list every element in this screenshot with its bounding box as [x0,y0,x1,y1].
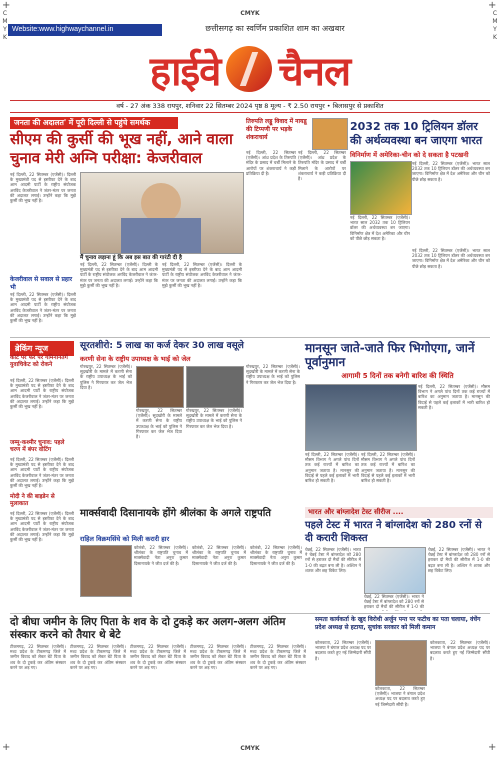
reg-c-right: C [492,10,498,17]
shukla-body-col3: कोलकाता, 22 सितम्बर (एजेंसी)। भाजपा ने बंगाल प्रदेश अध्यक्ष पद पर बदलाव करते हुए नई जिम्मेदारी सौंपी है। [430,640,490,661]
loan-photo-2 [186,366,244,408]
economy-subhead: विनिर्माण में अमेरिका-चीन को दे सकता है पटखनी [350,151,469,159]
divider-1 [10,337,490,338]
family-body-col5: टीकमगढ़, 22 सितम्बर (एजेंसी)। मध्य प्रदेश के टीकमगढ़ जिले में जमीन विवाद को लेकर बेटे पिता के शव के दो टुकड़े कर अंतिम संस्कार करने पर अड़ गए। [250,644,306,670]
kejriwal-body-col2: नई दिल्ली, 22 सितम्बर (एजेंसी)। दिल्ली के मुख्यमंत्री पद से इस्तीफा देने के बाद आम आदमी पार्टी के राष्ट्रीय संयोजक अरविंद केजरीवाल ने जंतर-मंतर पर जनता की अदालत लगाई। उन्होंने कहा कि मुझे कुर्सी की भूख नहीं है। [80,262,158,288]
crop-mark-tr: + [488,0,497,11]
reg-m-right: M [492,18,498,25]
shukla-body-col1: कोलकाता, 22 सितम्बर (एजेंसी)। भाजपा ने बंगाल प्रदेश अध्यक्ष पद पर बदलाव करते हुए नई जिम्मेदारी सौंपी है। [315,640,371,661]
tirupati-photo [312,118,348,150]
family-headline[interactable]: दो बीघा जमीन के लिए पिता के शव के दो टुकड़े कर अलग-अलग अंतिम संस्कार करने को तैयार थे बेटे [10,616,286,641]
breaking-body-1: नई दिल्ली, 22 सितम्बर (एजेंसी)। दिल्ली के मुख्यमंत्री पद से इस्तीफा देने के बाद आम आदमी पार्टी के राष्ट्रीय संयोजक अरविंद केजरीवाल ने जंतर-मंतर पर जनता की अदालत लगाई। उन्होंने कहा कि मुझे कुर्सी की भूख नहीं है। [10,378,74,410]
breaking-body-3: नई दिल्ली, 22 सितम्बर (एजेंसी)। दिल्ली के मुख्यमंत्री पद से इस्तीफा देने के बाद आम आदमी पार्टी के राष्ट्रीय संयोजक अरविंद केजरीवाल ने जंतर-मंतर पर जनता की अदालत लगाई। उन्होंने कहा कि मुझे कुर्सी की भूख नहीं है। [10,511,74,543]
reg-k: K [3,34,7,41]
loan-body-col4: गोरखपुर, 22 सितम्बर (एजेंसी)। सूदखोरी के मामले में करणी सेना के राष्ट्रीय उपाध्यक्ष के भाई को पुलिस ने गिरफ्तार कर जेल भेज दिया है। [246,364,300,385]
loan-body-col1: गोरखपुर, 22 सितम्बर (एजेंसी)। सूदखोरी के मामले में करणी सेना के राष्ट्रीय उपाध्यक्ष के भाई को पुलिस ने गिरफ्तार कर जेल भेज दिया है। [80,364,132,390]
family-body-col4: टीकमगढ़, 22 सितम्बर (एजेंसी)। मध्य प्रदेश के टीकमगढ़ जिले में जमीन विवाद को लेकर बेटे पिता के शव के दो टुकड़े कर अंतिम संस्कार करने पर अड़ गए। [190,644,246,670]
loan-body-col3: गोरखपुर, 22 सितम्बर (एजेंसी)। सूदखोरी के मामले में करणी सेना के राष्ट्रीय उपाध्यक्ष के भाई को पुलिस ने गिरफ्तार कर जेल भेज दिया है। [186,408,242,429]
reg-m: M [2,18,8,25]
registration-marks-right [490,10,500,42]
divider-2 [10,613,490,614]
breaking-body-2: नई दिल्ली, 22 सितम्बर (एजेंसी)। दिल्ली के मुख्यमंत्री पद से इस्तीफा देने के बाद आम आदमी पार्टी के राष्ट्रीय संयोजक अरविंद केजरीवाल ने जंतर-मंतर पर जनता की अदालत लगाई। उन्होंने कहा कि मुझे कुर्सी की भूख नहीं है। [10,457,74,489]
kejriwal-body-col3: नई दिल्ली, 22 सितम्बर (एजेंसी)। दिल्ली के मुख्यमंत्री पद से इस्तीफा देने के बाद आम आदमी पार्टी के राष्ट्रीय संयोजक अरविंद केजरीवाल ने जंतर-मंतर पर जनता की अदालत लगाई। उन्होंने कहा कि मुझे कुर्सी की भूख नहीं है। [162,262,242,288]
cricket-headline[interactable]: पहले टेस्ट में भारत ने बांग्लादेश को 280 रनों से दी करारी शिकस्त [305,520,482,544]
kejriwal-caption: मैं चुनाव लड़ाना हूं कि अब इस बात की गारंटी दी है [80,255,182,261]
masthead-right: चैनल [278,47,351,95]
registration-top: CMYK [240,10,260,17]
reg-y-right: Y [493,26,497,33]
monsoon-body-col1: नई दिल्ली, 22 सितम्बर (एजेंसी)। मौसम विभाग ने अगले पांच दिनों तक कई राज्यों में बारिश का अनुमान जताया है। मानसून की विदाई से पहले कई इलाकों में भारी बारिश हो सकती है। [305,452,359,484]
monsoon-body-col2: नई दिल्ली, 22 सितम्बर (एजेंसी)। मौसम विभाग ने अगले पांच दिनों तक कई राज्यों में बारिश का अनुमान जताया है। मानसून की विदाई से पहले कई इलाकों में भारी बारिश हो सकती है। [361,452,415,484]
crop-mark-bl: + [2,742,11,753]
loan-headline[interactable]: सूरतशीरो: 5 लाख का कर्ज देकर 30 लाख वसूले [80,341,244,351]
cricket-body-col1: चेन्नई, 22 सितम्बर (एजेंसी)। भारत ने चेन्नई टेस्ट में बांग्लादेश को 280 रनों से हराकर दो मैचों की सीरीज में 1-0 की बढ़त बना ली है। अश्विन ने शतक और छह विकेट लिए। [305,547,361,573]
cricket-photo [364,547,426,594]
family-body-col3: टीकमगढ़, 22 सितम्बर (एजेंसी)। मध्य प्रदेश के टीकमगढ़ जिले में जमीन विवाद को लेकर बेटे पिता के शव के दो टुकड़े कर अंतिम संस्कार करने पर अड़ गए। [130,644,186,670]
registration-bottom: CMYK [240,745,260,752]
kejriwal-subhead: केजरीवाल से सवाल से प्रहार भी [10,276,73,291]
cricket-body-col2: चेन्नई, 22 सितम्बर (एजेंसी)। भारत ने चेन्नई टेस्ट में बांग्लादेश को 280 रनों से हराकर दो मैचों की सीरीज में 1-0 की [364,594,424,610]
crop-mark-tl: + [2,0,11,11]
shukla-photo [375,640,427,686]
kejriwal-kicker-bar [10,117,178,129]
srilanka-subhead: राहिल विक्रमसिंघे को मिली करारी हार [80,535,170,543]
reg-c: C [2,10,8,17]
kejriwal-shirt-shape [121,218,201,253]
breaking-label: ब्रेकिंग न्यूज [10,341,74,356]
tirupati-headline[interactable]: तिरुपति लड्डू विवाद में नायडू की टिप्पणी पर भड़के शंकराचार्य [246,118,307,141]
kejriwal-photo [80,172,244,254]
economy-body-col2: नई दिल्ली, 22 सितम्बर (एजेंसी)। भारत साल 2032 तक 10 ट्रिलियन डॉलर की अर्थव्यवस्था बन जाएगा। विनिर्माण क्षेत्र में देश अमेरिका और चीन को पीछे छोड़ सकता है। [412,161,490,182]
road-logo-icon [226,46,272,92]
srilanka-body-col2: कोलंबो, 22 सितम्बर (एजेंसी)। श्रीलंका के राष्ट्रपति चुनाव में मार्क्सवादी नेता अनुरा कुमार दिसानायके ने जीत दर्ज की है। [192,545,246,566]
srilanka-photo [80,545,132,597]
masthead [95,40,405,98]
family-body-col2: टीकमगढ़, 22 सितम्बर (एजेंसी)। मध्य प्रदेश के टीकमगढ़ जिले में जमीन विवाद को लेकर बेटे पिता के शव के दो टुकड़े कर अंतिम संस्कार करने पर अड़ गए। [70,644,126,670]
kejriwal-body-col1: नई दिल्ली, 22 सितम्बर (एजेंसी)। दिल्ली के मुख्यमंत्री पद से इस्तीफा देने के बाद आम आदमी पार्टी के राष्ट्रीय संयोजक अरविंद केजरीवाल ने जंतर-मंतर पर जनता की अदालत लगाई। उन्होंने कहा कि मुझे कुर्सी की भूख नहीं है। [10,172,76,204]
breaking-item-1[interactable]: कोर्ट पर फर पर गमिनानतर्गे युवाचिकेट को रोकने [10,355,68,368]
kejriwal-headline[interactable]: सीएम की कुर्सी की भूख नहीं, आने वाला चुनाव मेरी अग्नि परीक्षा: केजरीवाल [10,130,233,167]
economy-body-col1: नई दिल्ली, 22 सितम्बर (एजेंसी)। भारत साल 2032 तक 10 ट्रिलियन डॉलर की अर्थव्यवस्था बन जाएगा। विनिर्माण क्षेत्र में देश अमेरिका और चीन को पीछे छोड़ सकता है। [350,215,410,241]
kejriwal-face-shape [141,183,181,223]
family-body-col1: टीकमगढ़, 22 सितम्बर (एजेंसी)। मध्य प्रदेश के टीकमगढ़ जिले में जमीन विवाद को लेकर बेटे पिता के शव के दो टुकड़े कर अंतिम संस्कार करने पर अड़ गए। [10,644,66,670]
reg-y: Y [3,26,7,33]
economy-photo [350,161,412,215]
dateline: वर्ष - 27 अंक 338 रायपुर, शनिवार 22 सितम्बर 2024 पृष्ठ 8 मूल्य - ₹ 2.50 रायपुर • बिलासपुर से प्रकाशित [10,100,490,113]
breaking-item-3[interactable]: मोदी ने की बाइडेन से मुलाकात [10,494,55,507]
cricket-body-col3: चेन्नई, 22 सितम्बर (एजेंसी)। भारत ने चेन्नई टेस्ट में बांग्लादेश को 280 रनों से हराकर दो मैचों की सीरीज में 1-0 की बढ़त बना ली है। अश्विन ने शतक और छह विकेट लिए। [428,547,490,573]
shukla-headline[interactable]: समता कार्यकर्ता के खुद विरोधी अर्जुन पन्त पर फटीच का पता चलाया, वंचेंग प्रदेश अध्यक्ष से हटाया, सुचांक सरकार को मिली कमान [315,616,481,631]
masthead-left: हाईवे [149,47,221,95]
website-banner[interactable]: Website:www.highwaychannel.in [8,24,162,36]
srilanka-body-col3: कोलंबो, 22 सितम्बर (एजेंसी)। श्रीलंका के राष्ट्रपति चुनाव में मार्क्सवादी नेता अनुरा कुमार दिसानायके ने जीत दर्ज की है। [250,545,302,566]
loan-subhead: करणी सेना के राष्ट्रीय उपाध्यक्ष के भाई को जेल [80,355,191,363]
srilanka-headline[interactable]: मार्क्सवादी दिसानायके होंगे श्रीलंका के अगले राष्ट्रपति [80,508,271,519]
monsoon-subhead: आगामी 5 दिनों तक बनेगी बारिश की स्थिति [341,372,454,380]
economy-headline[interactable]: 2032 तक 10 ट्रिलियन डॉलर की अर्थव्यवस्था बन जाएगा भारत [350,120,483,147]
monsoon-photo [305,384,417,451]
srilanka-body-col1: कोलंबो, 22 सितम्बर (एजेंसी)। श्रीलंका के राष्ट्रपति चुनाव में मार्क्सवादी नेता अनुरा कुमार दिसानायके ने जीत दर्ज की है। [134,545,188,566]
cricket-kicker: भारत और बांग्लादेश टेस्ट सीरीज .... [305,507,493,518]
tirupati-body-col1: नई दिल्ली, 22 सितम्बर (एजेंसी)। आंध्र प्रदेश के तिरुपति मंदिर के प्रसाद में चर्बी मिलाने के आरोपों पर शंकराचार्य ने कड़ी प्रतिक्रिया दी है। [246,150,296,176]
breaking-item-2[interactable]: जम्मू-कश्मीर चुनाव: पहले चरण में बंपर वोटिंग [10,440,65,453]
kejriwal-kicker: जनता की अदालत' में पूरी दिल्ली से पहुंचे समर्थक [14,118,151,127]
tagline: छत्तीसगढ़ का स्वर्णिम प्रकाशित शाम का अखबार [205,24,345,33]
tirupati-body-col2: नई दिल्ली, 22 सितम्बर (एजेंसी)। आंध्र प्रदेश के तिरुपति मंदिर के प्रसाद में चर्बी मिलाने के आरोपों पर शंकराचार्य ने कड़ी प्रतिक्रिया दी है। [298,150,346,182]
loan-body-col2: गोरखपुर, 22 सितम्बर (एजेंसी)। सूदखोरी के मामले में करणी सेना के राष्ट्रीय उपाध्यक्ष के भाई को पुलिस ने गिरफ्तार कर जेल भेज दिया है। [136,408,182,440]
monsoon-body-col3: नई दिल्ली, 22 सितम्बर (एजेंसी)। मौसम विभाग ने अगले पांच दिनों तक कई राज्यों में बारिश का अनुमान जताया है। मानसून की विदाई से पहले कई इलाकों में भारी बारिश हो सकती है। [418,384,490,410]
economy-body-col3: नई दिल्ली, 22 सितम्बर (एजेंसी)। भारत साल 2032 तक 10 ट्रिलियन डॉलर की अर्थव्यवस्था बन जाएगा। विनिर्माण क्षेत्र में देश अमेरिका और चीन को पीछे छोड़ सकता है। [412,248,490,269]
kejriwal-body-col1b: नई दिल्ली, 22 सितम्बर (एजेंसी)। दिल्ली के मुख्यमंत्री पद से इस्तीफा देने के बाद आम आदमी पार्टी के राष्ट्रीय संयोजक अरविंद केजरीवाल ने जंतर-मंतर पर जनता की अदालत लगाई। उन्होंने कहा कि मुझे कुर्सी की भूख नहीं है। [10,292,76,324]
shukla-body-col2: कोलकाता, 22 सितम्बर (एजेंसी)। भाजपा ने बंगाल प्रदेश अध्यक्ष पद पर बदलाव करते हुए नई जिम्मेदारी सौंपी है। [375,686,425,707]
reg-k-right: K [493,34,497,41]
crop-mark-br: + [488,742,497,753]
loan-photo-1 [136,366,184,408]
monsoon-headline[interactable]: मानसून जाते-जाते फिर भिगोएगा, जानें पूर्वानुमान [305,341,475,369]
